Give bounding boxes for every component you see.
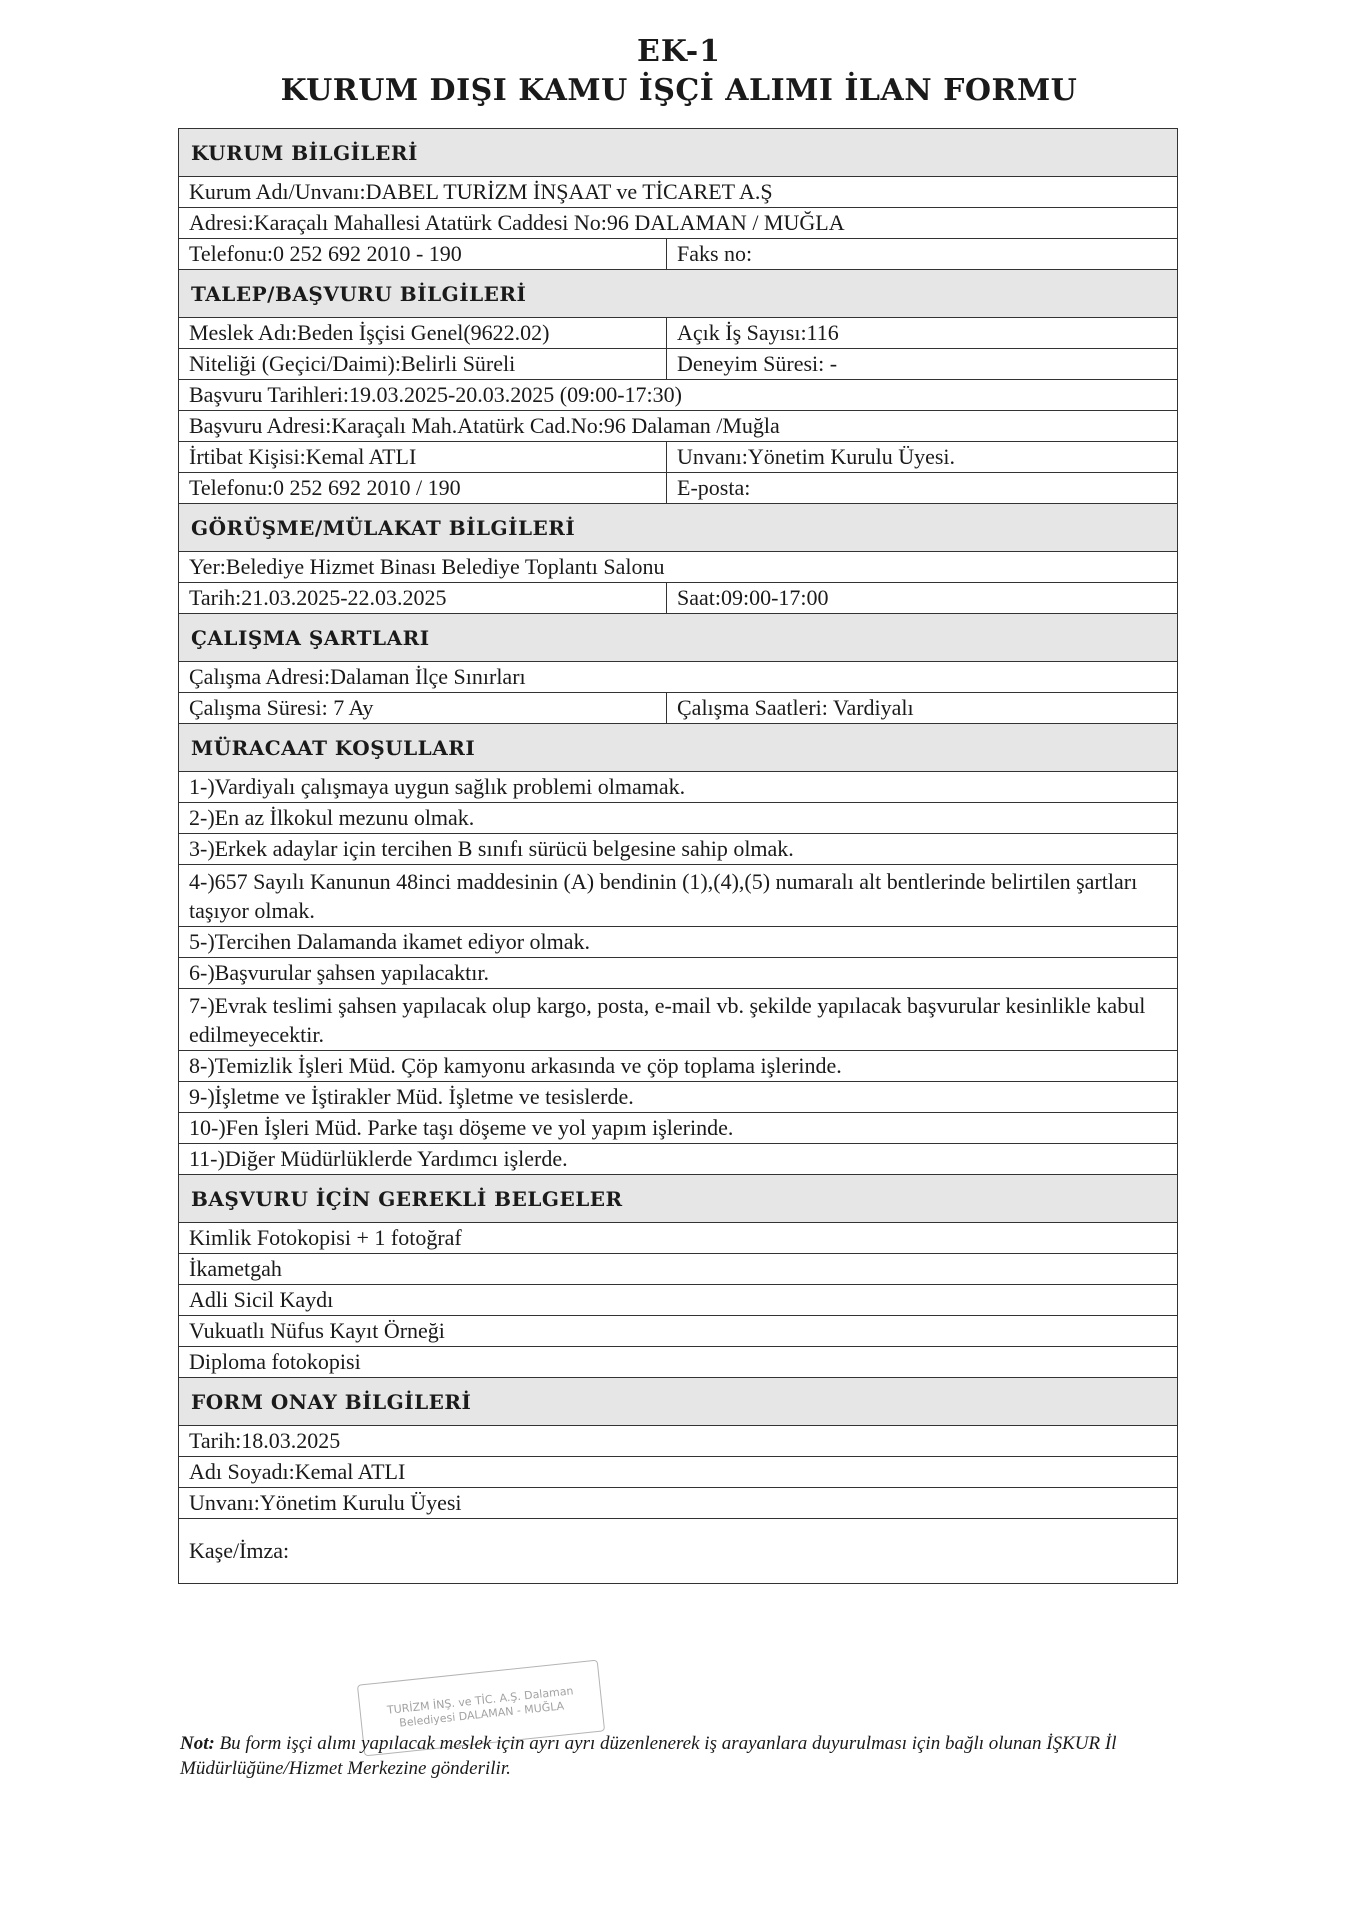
kurum-adi: Kurum Adı/Unvanı:DABEL TURİZM İNŞAAT ve TİCARET A.Ş <box>189 179 773 204</box>
stamp-text: TURİZM İNŞ. ve TİC. A.Ş. Dalaman Belediyesi DALAMAN - MUĞLA <box>386 1684 575 1730</box>
kosul-11: 11-)Diğer Müdürlüklerde Yardımcı işlerde. <box>189 1146 568 1171</box>
belge-5: Diploma fotokopisi <box>189 1349 361 1374</box>
gorusme-saat: Saat:09:00-17:00 <box>677 585 829 610</box>
section-belgeler-heading: BAŞVURU İÇİN GEREKLİ BELGELER <box>179 1175 1177 1223</box>
irtibat-row <box>179 442 1177 473</box>
onay-tarih-row <box>179 1426 1177 1457</box>
basvuru-adresi-row <box>179 411 1177 442</box>
list-item <box>179 927 1177 958</box>
calisma-saatleri: Çalışma Saatleri: Vardiyalı <box>677 695 914 720</box>
kosul-9: 9-)İşletme ve İştirakler Müd. İşletme ve tesislerde. <box>189 1084 634 1109</box>
calisma-adres-row <box>179 662 1177 693</box>
list-item <box>179 1254 1177 1285</box>
kosul-4: 4-)657 Sayılı Kanunun 48inci maddesinin (A) bendinin (1),(4),(5) numaralı alt bentlerinde belirtilen şartları taşıyor olmak. <box>189 869 1138 923</box>
nitelik-row <box>179 349 1177 380</box>
kurum-adres: Adresi:Karaçalı Mahallesi Atatürk Caddesi No:96 DALAMAN / MUĞLA <box>189 210 845 235</box>
section-kurum-heading: KURUM BİLGİLERİ <box>179 129 1177 177</box>
onay-unvani: Unvanı:Yönetim Kurulu Üyesi <box>189 1490 462 1515</box>
list-item <box>179 803 1177 834</box>
list-item <box>179 834 1177 865</box>
gorusme-yer-row <box>179 552 1177 583</box>
section-onay-heading: FORM ONAY BİLGİLERİ <box>179 1378 1177 1426</box>
title-block <box>0 34 1358 108</box>
irtibat-unvani: Unvanı:Yönetim Kurulu Üyesi. <box>677 444 956 469</box>
belge-1: Kimlik Fotokopisi + 1 fotoğraf <box>189 1225 462 1250</box>
basvuru-adresi: Başvuru Adresi:Karaçalı Mah.Atatürk Cad.No:96 Dalaman /Muğla <box>189 413 780 438</box>
gorusme-tarih-row <box>179 583 1177 614</box>
talep-telefon: Telefonu:0 252 692 2010 / 190 <box>179 473 667 503</box>
onay-tarih: Tarih:18.03.2025 <box>189 1428 341 1453</box>
kurum-telefon: Telefonu:0 252 692 2010 - 190 <box>179 239 667 269</box>
list-item <box>179 865 1177 927</box>
section-muracaat-heading: MÜRACAAT KOŞULLARI <box>179 724 1177 772</box>
meslek-row <box>179 318 1177 349</box>
niteligi: Niteliği (Geçici/Daimi):Belirli Süreli <box>179 349 667 379</box>
calisma-sure-row <box>179 693 1177 724</box>
section-gorusme-heading: GÖRÜŞME/MÜLAKAT BİLGİLERİ <box>179 504 1177 552</box>
onay-unvan-row <box>179 1488 1177 1519</box>
basvuru-tarihleri: Başvuru Tarihleri:19.03.2025-20.03.2025 (09:00-17:30) <box>189 382 682 407</box>
kosul-2: 2-)En az İlkokul mezunu olmak. <box>189 805 475 830</box>
list-item <box>179 1144 1177 1175</box>
basvuru-tarihleri-row <box>179 380 1177 411</box>
acik-is-sayisi: Açık İş Sayısı:116 <box>677 320 839 345</box>
kurum-telefon-row <box>179 239 1177 270</box>
kosul-7: 7-)Evrak teslimi şahsen yapılacak olup kargo, posta, e-mail vb. şekilde yapılacak başvurular kesinlikle kabul edilmeyecektir. <box>189 993 1146 1047</box>
footer-note <box>180 1731 1180 1781</box>
announcement-form <box>178 128 1178 1584</box>
list-item <box>179 1316 1177 1347</box>
note-label: Not: <box>180 1733 215 1754</box>
kosul-5: 5-)Tercihen Dalamanda ikamet ediyor olmak. <box>189 929 591 954</box>
list-item <box>179 958 1177 989</box>
talep-eposta: E-posta: <box>677 475 751 500</box>
gorusme-yer: Yer:Belediye Hizmet Binası Belediye Toplantı Salonu <box>189 554 665 579</box>
kase-imza-label: Kaşe/İmza: <box>189 1538 290 1563</box>
kosul-8: 8-)Temizlik İşleri Müd. Çöp kamyonu arkasında ve çöp toplama işlerinde. <box>189 1053 842 1078</box>
kurum-adi-row <box>179 177 1177 208</box>
kurum-faks: Faks no: <box>677 241 753 266</box>
note-text: Bu form işçi alımı yapılacak meslek için ayrı ayrı düzenlenerek iş arayanlara duyurulması için bağlı olunan İŞKUR İl Müdürlüğüne/Hizmet Merkezine gönderilir. <box>180 1733 1117 1779</box>
meslek-adi: Meslek Adı:Beden İşçisi Genel(9622.02) <box>179 318 667 348</box>
belge-4: Vukuatlı Nüfus Kayıt Örneği <box>189 1318 445 1343</box>
calisma-adresi: Çalışma Adresi:Dalaman İlçe Sınırları <box>189 664 526 689</box>
list-item <box>179 1285 1177 1316</box>
list-item <box>179 1347 1177 1378</box>
list-item <box>179 1223 1177 1254</box>
page-title: KURUM DIŞI KAMU İŞÇİ ALIMI İLAN FORMU <box>280 73 1078 108</box>
deneyim-suresi: Deneyim Süresi: - <box>677 351 838 376</box>
onay-adi-soyadi: Adı Soyadı:Kemal ATLI <box>189 1459 406 1484</box>
kurum-adres-row <box>179 208 1177 239</box>
talep-telefon-row <box>179 473 1177 504</box>
kosul-10: 10-)Fen İşleri Müd. Parke taşı döşeme ve yol yapım işlerinde. <box>189 1115 734 1140</box>
calisma-suresi: Çalışma Süresi: 7 Ay <box>179 693 667 723</box>
irtibat-kisisi: İrtibat Kişisi:Kemal ATLI <box>179 442 667 472</box>
gorusme-tarih: Tarih:21.03.2025-22.03.2025 <box>179 583 667 613</box>
kosul-3: 3-)Erkek adaylar için tercihen B sınıfı sürücü belgesine sahip olmak. <box>189 836 794 861</box>
kosul-6: 6-)Başvurular şahsen yapılacaktır. <box>189 960 489 985</box>
section-talep-heading: TALEP/BAŞVURU BİLGİLERİ <box>179 270 1177 318</box>
section-calisma-heading: ÇALIŞMA ŞARTLARI <box>179 614 1177 662</box>
list-item <box>179 1082 1177 1113</box>
belge-2: İkametgah <box>189 1256 282 1281</box>
list-item <box>179 772 1177 803</box>
kosul-1: 1-)Vardiyalı çalışmaya uygun sağlık problemi olmamak. <box>189 774 686 799</box>
form-code: EK-1 <box>636 34 722 69</box>
kase-imza-row <box>179 1519 1177 1583</box>
list-item <box>179 989 1177 1051</box>
list-item <box>179 1113 1177 1144</box>
list-item <box>179 1051 1177 1082</box>
belge-3: Adli Sicil Kaydı <box>189 1287 334 1312</box>
onay-adi-row <box>179 1457 1177 1488</box>
